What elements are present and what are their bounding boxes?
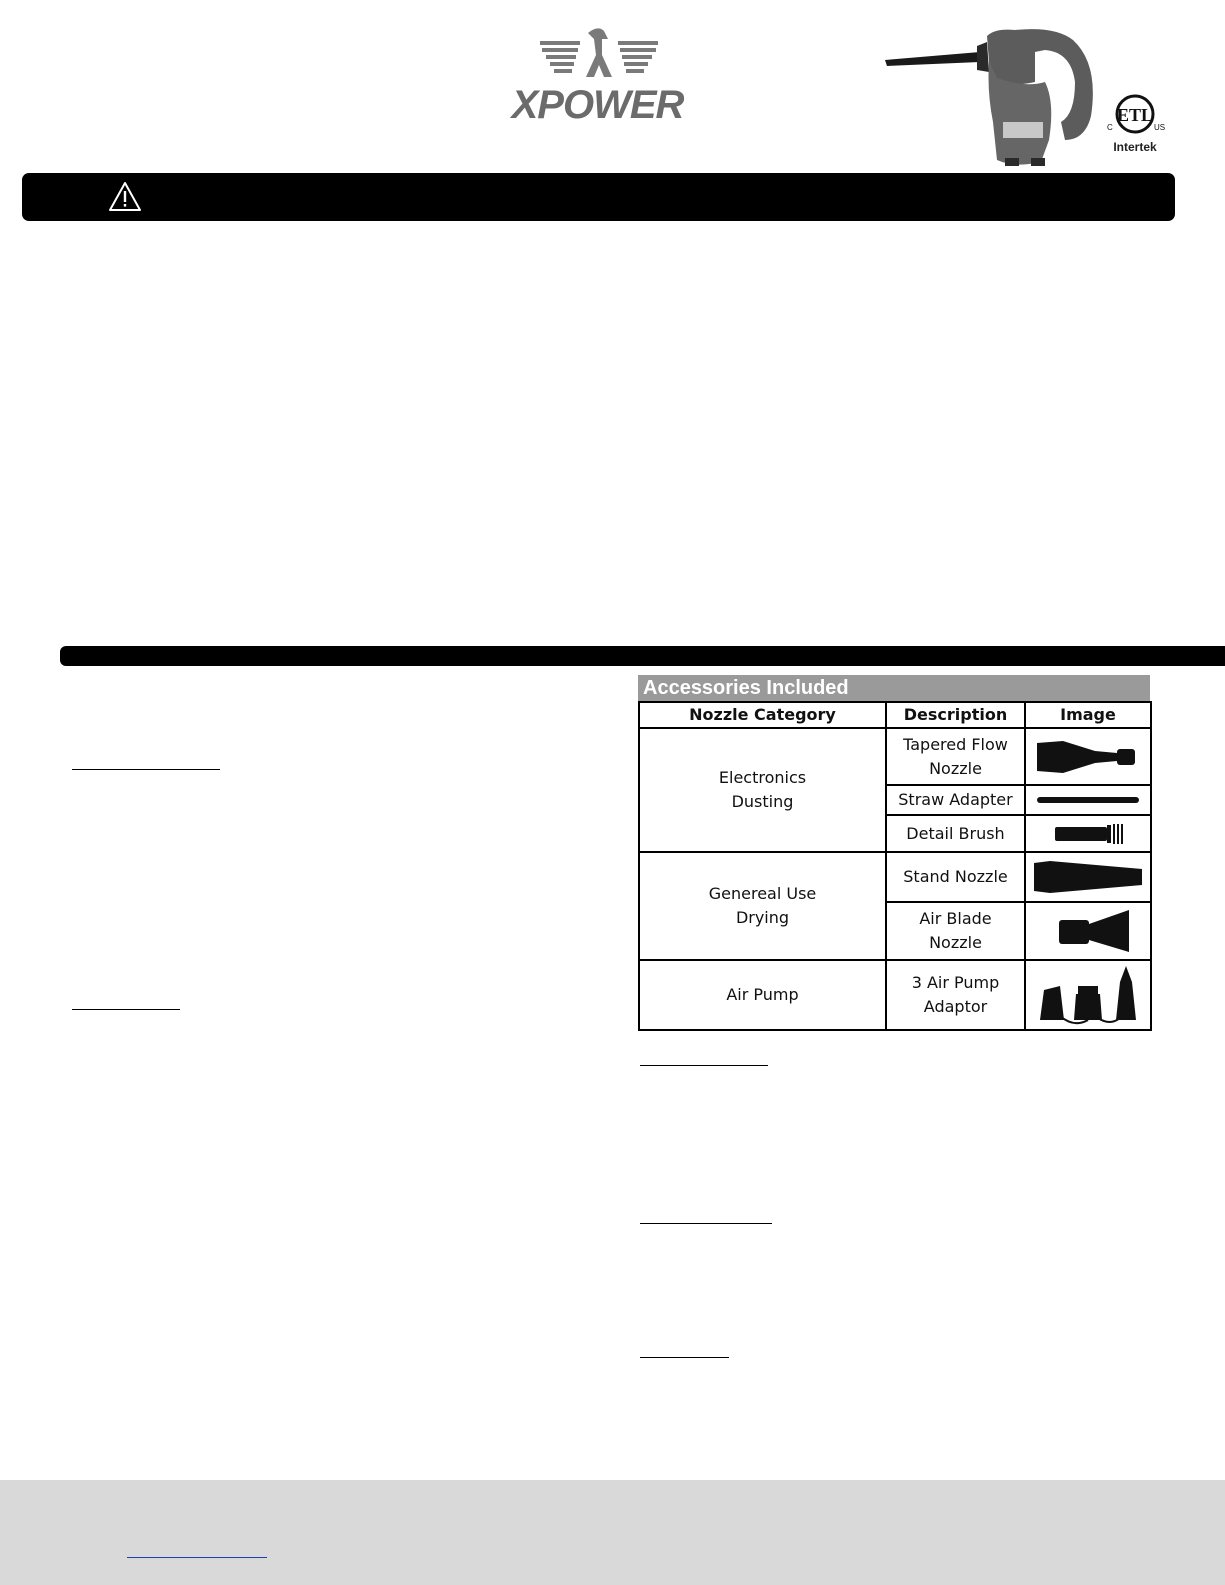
warning-triangle-icon — [108, 181, 142, 213]
air-blade-nozzle-icon — [1033, 906, 1143, 956]
straw-adapter-icon — [1033, 793, 1143, 807]
table-row — [639, 852, 1151, 902]
heading-underline — [640, 1065, 768, 1066]
description-label: Air Blade Nozzle — [919, 909, 992, 952]
accessories-grid — [638, 701, 1152, 1031]
image-cell — [1025, 960, 1151, 1030]
category-cell — [639, 852, 886, 960]
footer — [0, 1480, 1225, 1585]
description-label: Straw Adapter — [898, 790, 1013, 809]
description-cell — [886, 852, 1025, 902]
image-cell — [1025, 785, 1151, 815]
certification-name: Intertek — [1113, 140, 1157, 154]
description-cell — [886, 902, 1025, 960]
description-cell — [886, 785, 1025, 815]
description-label: Tapered Flow Nozzle — [903, 734, 1008, 778]
column-header: Nozzle Category — [639, 702, 886, 728]
image-cell — [1025, 852, 1151, 902]
accessories-title: Accessories Included — [638, 675, 1150, 701]
category-label: Genereal Use Drying — [708, 884, 817, 927]
description-cell — [886, 815, 1025, 852]
table-row — [639, 728, 1151, 785]
eagle-emblem-icon — [490, 25, 710, 85]
category-label: Air Pump — [726, 985, 799, 1004]
image-cell — [1025, 815, 1151, 852]
warning-banner — [22, 173, 1175, 221]
svg-text:US: US — [1154, 123, 1165, 132]
brand-name: XPOWER — [511, 83, 684, 127]
etl-listed-icon — [1105, 92, 1165, 138]
accessories-table — [638, 675, 1150, 1031]
table-row — [639, 960, 1151, 1030]
description-cell — [886, 960, 1025, 1030]
description-label: Stand Nozzle — [903, 867, 1008, 886]
detail-brush-icon — [1033, 821, 1143, 847]
category-cell — [639, 960, 886, 1030]
air-pump-adaptor-icon — [1030, 962, 1146, 1028]
table-header-row — [639, 702, 1151, 728]
image-cell — [1025, 728, 1151, 785]
category-cell — [639, 728, 886, 852]
svg-text:C: C — [1107, 123, 1113, 132]
air-blower-product-icon — [885, 22, 1105, 170]
column-header: Image — [1025, 702, 1151, 728]
footer-link-underline[interactable] — [127, 1557, 267, 1558]
heading-underline — [72, 1009, 180, 1010]
xpower-logo — [490, 25, 710, 125]
svg-text:ETL: ETL — [1116, 105, 1154, 125]
heading-underline — [640, 1357, 729, 1358]
description-label: Detail Brush — [906, 823, 1005, 843]
product-photo — [885, 22, 1105, 170]
category-label: Electronics Dusting — [718, 768, 807, 811]
description-cell — [886, 728, 1025, 785]
description-label: 3 Air Pump Adaptor — [911, 973, 1000, 1016]
etl-certification-mark — [1105, 92, 1165, 158]
heading-underline — [640, 1223, 772, 1224]
stand-nozzle-icon — [1030, 857, 1146, 897]
section-divider-bar — [60, 646, 1225, 666]
image-cell — [1025, 902, 1151, 960]
tapered-nozzle-icon — [1033, 737, 1143, 777]
column-header: Description — [886, 702, 1025, 728]
heading-underline — [72, 769, 220, 770]
